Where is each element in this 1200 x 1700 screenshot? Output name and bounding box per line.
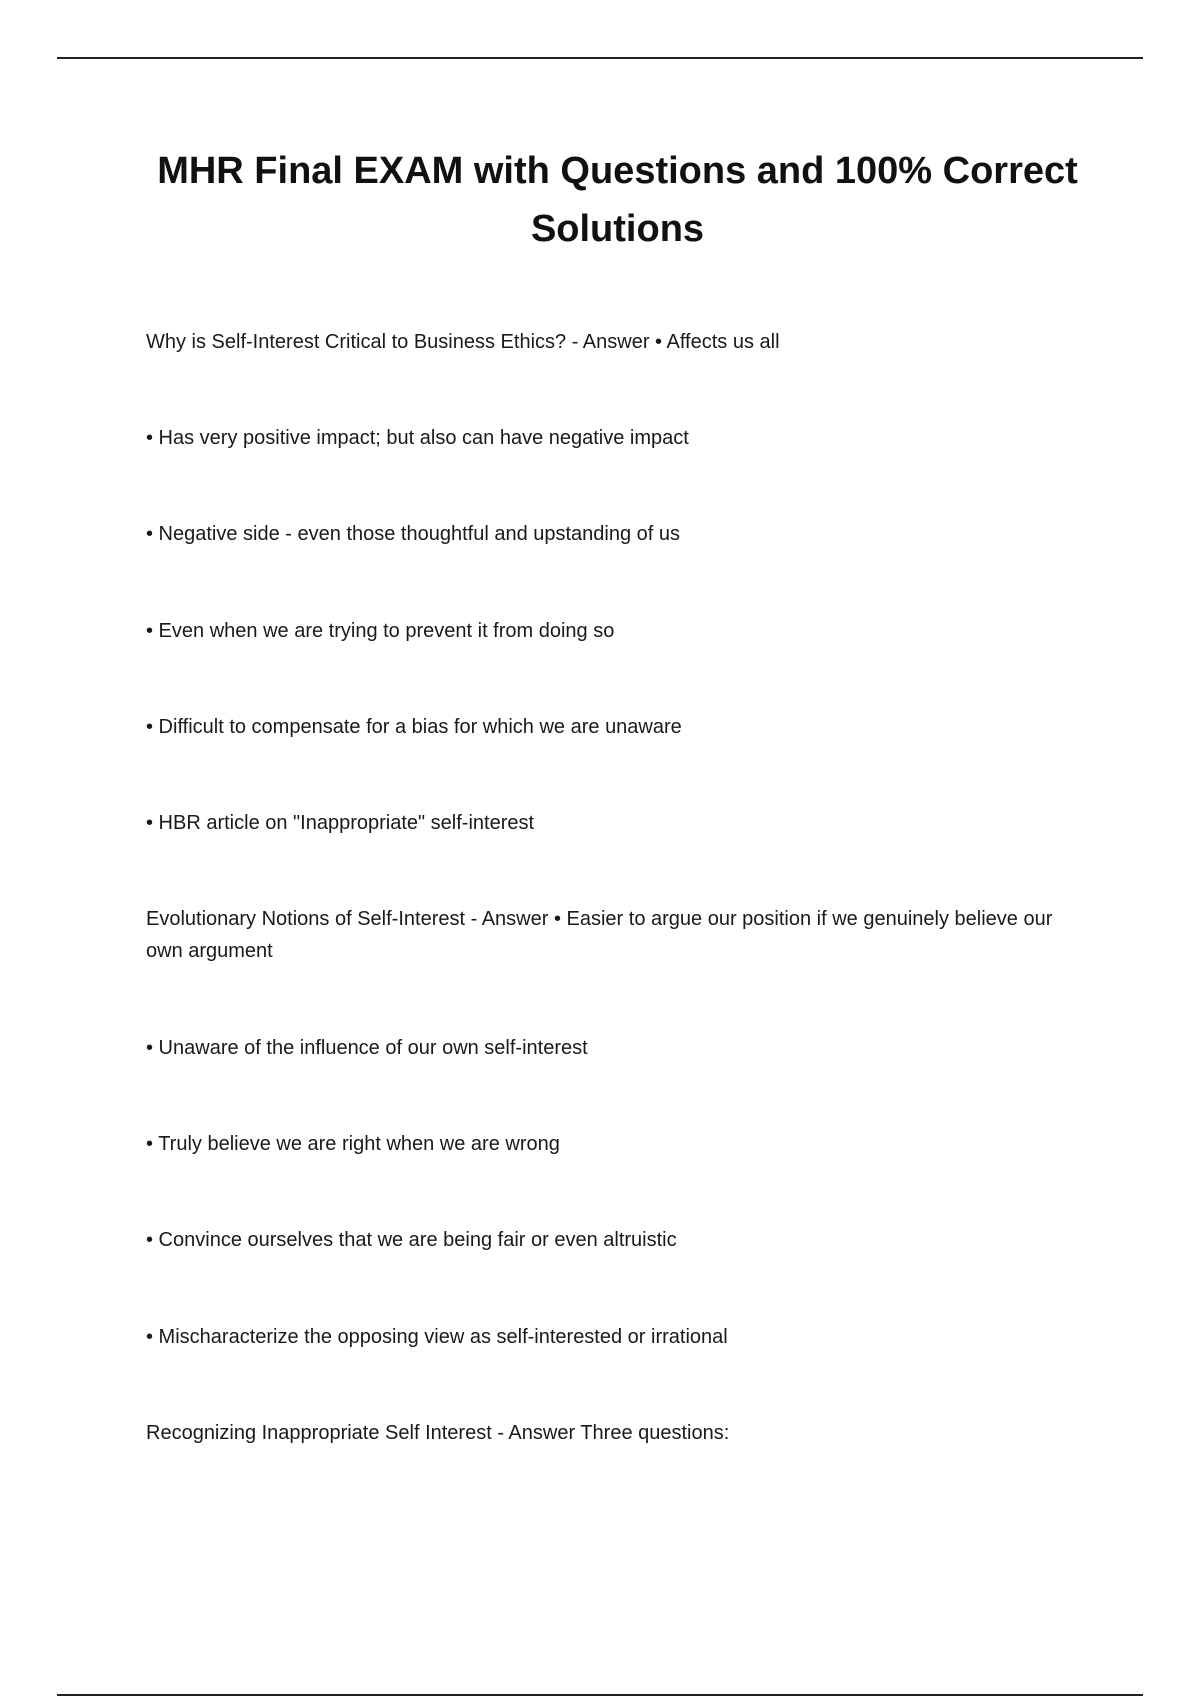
answer-bullet: • HBR article on "Inappropriate" self-interest: [146, 812, 535, 834]
answer-bullet: • Convince ourselves that we are being fair or even altruistic: [146, 1229, 677, 1251]
answer-bullet: • Has very positive impact; but also can have negative impact: [146, 427, 689, 449]
qa-question-2: Evolutionary Notions of Self-Interest - Answer • Easier to argue our position if we genuinely believe our own argument: [146, 908, 1053, 962]
answer-bullet: • Unaware of the influence of our own self-interest: [146, 1037, 588, 1059]
answer-bullet: • Truly believe we are right when we are wrong: [146, 1133, 560, 1155]
answer-bullet: • Difficult to compensate for a bias for which we are unaware: [146, 716, 682, 738]
top-divider: [57, 57, 1143, 59]
qa-question-3: Recognizing Inappropriate Self Interest - Answer Three questions:: [146, 1422, 730, 1444]
answer-bullet: • Negative side - even those thoughtful and upstanding of us: [146, 523, 681, 545]
answer-bullet: • Even when we are trying to prevent it from doing so: [146, 620, 615, 642]
page-title: MHR Final EXAM with Questions and 100% Correct Solutions: [157, 150, 1078, 250]
qa-question-1: Why is Self-Interest Critical to Business Ethics? - Answer • Affects us all: [146, 331, 780, 353]
bottom-divider: [57, 1694, 1143, 1696]
answer-bullet: • Mischaracterize the opposing view as self-interested or irrational: [146, 1326, 728, 1348]
